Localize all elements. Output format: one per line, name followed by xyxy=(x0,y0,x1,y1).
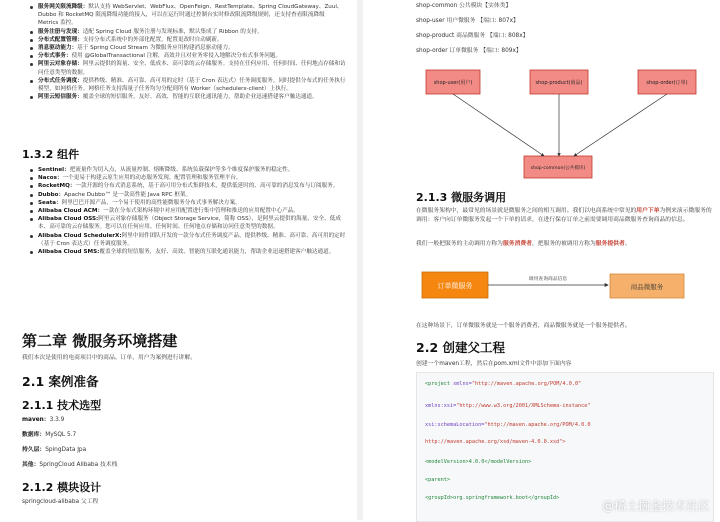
component-item-text: 把流量作为切入点，从流量控制、熔断降级、系统负载保护等多个维度保护服务的稳定性。 xyxy=(69,167,294,173)
code-line-6: <parent> xyxy=(425,477,450,483)
component-item xyxy=(0,248,360,256)
component-item xyxy=(0,174,360,182)
heading-2-1-2: 2.1.2 模块设计 xyxy=(22,481,102,494)
feature-item-text: 默认支持 WebServlet、WebFlux、OpenFeign、RestTemplate、Spring CloudGateway、Zuul、Dubbo 和 RocketMQ 限流降级功能的接入，可以在运行时通过控制台实时修改限流降级规则，还支持查看限流降级 Metrics 监控。 xyxy=(38,4,343,27)
component-item-text: 一款在分布式架构环境中对应用配置进行集中管理和推送的应用配置中心产品。 xyxy=(103,208,299,215)
code-line-4: http://maven.apache.org/xsd/maven-4.0.0.xsd"> xyxy=(425,439,566,445)
diagram-arrow-order xyxy=(574,94,667,156)
code-line-1: <project xmlns="http://maven.apache.org/POM/4.0.0" xyxy=(425,381,582,387)
tech-maven: maven：3.3.9 xyxy=(22,417,65,423)
paragraph-consumer-provider: 我们一般把服务的主动调用方称为服务消费者，把服务的被调用方称为服务提供者。 xyxy=(416,241,631,247)
component-item xyxy=(0,232,360,248)
code-line-3: xsi:schemaLocation="http://maven.apache.org/POM/4.0.0 xyxy=(425,422,591,428)
component-item-title: RocketMQ： xyxy=(38,183,76,190)
diagram-label-order: shop-order(订单) xyxy=(646,80,688,86)
watermark: @稀土掘金技术社区 xyxy=(601,499,710,513)
component-item-text: 阿里云对象存储服务（Object Storage Service，简称 OSS），是阿里云提供的海量、安全、低成本、高可靠的云存储服务。您可以在任何应用、任何时间、任何地点存储和访问任意类型的数据。 xyxy=(38,216,341,231)
component-item xyxy=(0,199,360,207)
service-call-diagram xyxy=(416,262,712,312)
diagram-label-product: shop-product(商品) xyxy=(535,80,583,86)
heading-2-1-3: 2.1.3 微服务调用 xyxy=(416,191,507,204)
paragraph-create-maven: 创建一个maven工程，然后在pom.xml文件中添加下面内容 xyxy=(416,361,572,367)
left-page xyxy=(0,0,360,520)
module-user: shop-user 用户微服务 【端口: 807x】 xyxy=(416,18,519,24)
feature-item-text: 基于 Spring Cloud Stream 为微服务应用构建消息驱动能力。 xyxy=(77,45,234,52)
module-parent-line: springcloud-alibaba 父工程 xyxy=(22,499,99,505)
component-item xyxy=(0,182,360,190)
component-item xyxy=(0,207,360,215)
component-item-title: Nacos： xyxy=(38,175,63,182)
code-line-2: xmlns:xsi="http://www.w3.org/2001/XMLSchema-instance" xyxy=(425,403,591,409)
module-order: shop-order 订单微服务 【端口: 809x】 xyxy=(416,48,522,54)
module-product: shop-product 商品微服务 【端口: 808x】 xyxy=(416,33,529,39)
diagram-arrow-user xyxy=(453,94,544,156)
heading-2-1: 2.1 案例准备 xyxy=(22,374,99,389)
code-line-5: <modelVersion>4.0.0</modelVersion> xyxy=(425,459,532,465)
feature-item-text: 支持分布式系统中的外部化配置，配置更改时自动刷新。 xyxy=(82,36,223,43)
code-line-7: <groupId>org.springframework.boot</groupId> xyxy=(425,495,560,501)
feature-item-title: 服务注册与发现： xyxy=(38,28,83,35)
component-item-text: 一款开源的分布式消息系统，基于高可用分布式集群技术，提供低延时的、高可靠的消息发布与订阅服务。 xyxy=(75,183,339,190)
feature-item xyxy=(0,36,360,44)
component-item-text: 阿里中间件团队开发的一款分布式任务调度产品，提供秒级、精准、高可靠、高可用的定时（基于 Cron 表达式）任务调度服务。 xyxy=(38,232,346,247)
module-common: shop-common 公共模块【实体类】 xyxy=(416,3,512,9)
component-item-text: 阿里巴巴开源产品，一个易于使用的高性能微服务分布式事务解决方案。 xyxy=(61,199,241,206)
feature-item xyxy=(0,52,360,60)
feature-item xyxy=(0,44,360,52)
component-item xyxy=(0,191,360,199)
component-item xyxy=(0,215,360,231)
component-item-title: Alibaba Cloud OSS: xyxy=(38,216,99,223)
feature-item-title: 服务网关限流降级： xyxy=(38,4,89,10)
feature-item xyxy=(0,28,360,36)
component-item xyxy=(0,166,360,174)
diagram-label-common: shop-common(公共模块) xyxy=(530,166,586,171)
component-item-text: 一个更易于构建云原生应用的动态服务发现、配置管理和服务管理平台。 xyxy=(62,175,242,182)
feature-item-title: 分布式任务调度： xyxy=(38,77,83,84)
feature-item-text: 覆盖全球的短信服务，友好、高效、智能的互联化通讯能力，帮助企业迅速搭建客户触达通道。 xyxy=(82,94,318,101)
chapter-2-intro: 我们本次是使用的电商项目中的商品、订单、用户为案例进行讲解。 xyxy=(22,355,196,361)
component-item-title: Sentinel： xyxy=(38,167,70,173)
paragraph-call-scenario: 在微服务架构中，最常见的场景就是微服务之间的相互调用。我们以电商系统中常见的用户下单为例来演示微服务的调用：客户向订单微服务发起一个下单的请求，在进行保存订单之前需要调用商品微服务查询商品的信息。 xyxy=(416,208,712,223)
feature-item-title: 阿里云短信服务： xyxy=(38,94,83,101)
diagram-label-order-service: 订单微服务 xyxy=(437,282,473,290)
chapter-2-title: 第二章 微服务环境搭建 xyxy=(22,332,178,350)
feature-item-text: 适配 Spring Cloud 服务注册与发现标准，默认集成了 Ribbon 的支持。 xyxy=(82,28,263,35)
feature-item-title: 分布式事务： xyxy=(38,53,72,60)
feature-item-title: 分布式配置管理： xyxy=(38,36,83,43)
module-dependency-diagram xyxy=(416,64,712,182)
diagram-label-product-service: 商品微服务 xyxy=(630,283,664,291)
component-item-text: Apache Dubbo™ 是一款高性能 Java RPC 框架。 xyxy=(64,191,192,198)
feature-item-text: 阿里云提供的海量、安全、低成本、高可靠的云存储服务。支持在任何应用、任何时间、任何地点存储和访问任意类型的数据。 xyxy=(38,61,346,76)
feature-item-title: 消息驱动能力： xyxy=(38,45,78,52)
tech-database: 数据库：MySQL 5.7 xyxy=(22,432,77,438)
heading-2-2: 2.2 创建父工程 xyxy=(416,340,505,355)
feature-item xyxy=(0,77,360,93)
component-item-text: 覆盖全球的短信服务，友好、高效、智能的互联化通讯能力，帮助企业迅速搭建客户触达通道。 xyxy=(99,249,335,256)
tech-persistence: 持久层：SpingData Jpa xyxy=(22,447,87,453)
component-item-title: Seata： xyxy=(38,199,62,206)
feature-item-title: 阿里云对象存储： xyxy=(38,61,83,68)
components-list xyxy=(0,166,360,256)
component-item-title: Alibaba Cloud SchedulerX: xyxy=(38,232,122,239)
feature-item xyxy=(0,3,360,28)
component-item-title: Alibaba Cloud ACM： xyxy=(38,208,104,215)
feature-item xyxy=(0,60,360,76)
features-list xyxy=(0,3,360,101)
tech-other: 其他：SpringCloud Alibaba 技术栈 xyxy=(22,462,118,468)
feature-item-text: 使用 @GlobalTransactional 注解，高效并且对业务零侵入地解决分布式事务问题。 xyxy=(71,53,281,60)
diagram-call-label: 调用查询商品信息 xyxy=(528,277,568,282)
feature-item-text: 提供秒级、精准、高可靠、高可用的定时（基于 Cron 表达式）任务调度服务。同时提供分布式的任务执行模型，如网格任务。网格任务支持海量子任务均匀分配到所有 Worker（schedulerx-client）上执行。 xyxy=(38,77,346,93)
diagram-label-user: shop-user(用户) xyxy=(433,80,473,86)
heading-2-1-1: 2.1.1 技术选型 xyxy=(22,399,102,412)
heading-1-3-2: 1.3.2 组件 xyxy=(22,148,80,161)
component-item-title: Alibaba Cloud SMS: xyxy=(38,249,100,256)
component-item-title: Dubbo： xyxy=(38,191,65,198)
paragraph-scenario-summary: 在这种场景下，订单微服务就是一个服务消费者，商品微服务就是一个服务提供者。 xyxy=(416,323,631,329)
feature-item xyxy=(0,93,360,101)
